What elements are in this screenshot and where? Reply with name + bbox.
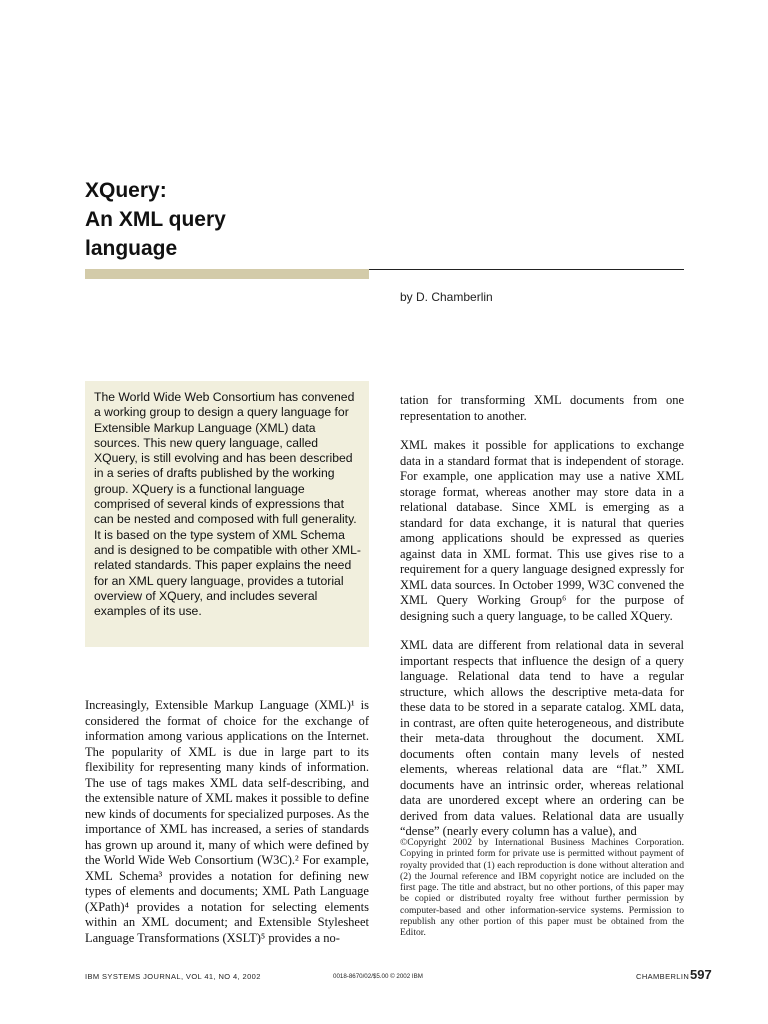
abstract-text: The World Wide Web Consortium has convened a working group to design a query language for Extensible Markup Language (XML) data sources. This new query language, called XQuery, is still evolving and has been described in a series of drafts published by the working group. XQuery is a functional language comprised of several kinds of expressions that can be nested and composed with full generality. It is based on the type system of XML Schema and is designed to be compatible with other XML-related standards. This paper explains the need for an XML query language, provides a tutorial overview of XQuery, and includes several examples of its use.: [94, 390, 361, 619]
body-paragraph-right-3: XML data are different from relational data in several important respects that influence the design of a query language. Relational data tend to have a regular structure, which allows the descriptive meta-data for these data to be stored in a separate catalog. XML data, in contrast, are often quite heterogeneous, and distribute their meta-data throughout the document. XML documents often contain many levels of nested elements, whereas relational data are “flat.” XML documents have an intrinsic order, whereas relational data are unordered except where an ordering can be derived from data values. Relational data are usually “dense” (nearly every column has a value), and: [400, 638, 684, 838]
footer-journal: IBM SYSTEMS JOURNAL, VOL 41, NO 4, 2002: [85, 972, 261, 981]
right-column: [400, 393, 684, 854]
title-line-1: XQuery:: [85, 179, 167, 202]
abstract-box: [85, 381, 369, 647]
title-divider: [369, 269, 684, 270]
author-byline: by D. Chamberlin: [400, 290, 493, 304]
page-number: 597: [690, 967, 712, 982]
footer-author: CHAMBERLIN: [636, 972, 690, 981]
copyright-notice: ©Copyright 2002 by International Business Machines Corporation. Copying in printed form for private use is permitted without payment of royalty provided that (1) each reproduction is done without alteration and (2) the Journal reference and IBM copyright notice are included on the first page. The title and abstract, but no other portions, of this paper may be copied or distributed royalty free without further permission by computer-based and other information-service systems. Permission to republish any other portion of this paper must be obtained from the Editor.: [400, 837, 684, 939]
article-title: [85, 176, 385, 263]
body-paragraph-right-1: tation for transforming XML documents from one representation to another.: [400, 393, 684, 423]
left-column: [85, 698, 369, 960]
footer-code: 0018-8670/02/$5.00 © 2002 IBM: [333, 973, 423, 980]
title-line-3: language: [85, 237, 178, 260]
title-line-2: An XML query: [85, 208, 226, 231]
body-paragraph-right-2: XML makes it possible for applications to exchange data in a standard format that is independent of storage. For example, one application may use a native XML storage format, whereas another may store data in a relational database. Since XML is emerging as a standard for data exchange, it is natural that queries among applications should be expressed as queries against data in XML format. This use gives rise to a requirement for a query language designed expressly for XML data sources. In October 1999, W3C convened the XML Query Working Group⁶ for the purpose of designing such a query language, to be called XQuery.: [400, 438, 684, 623]
body-paragraph-left: Increasingly, Extensible Markup Language (XML)¹ is considered the format of choice for the exchange of information among various applications on the Internet. The popularity of XML is due in large part to its flexibility for representing many kinds of information. The use of tags makes XML data self-describing, and the extensible nature of XML makes it possible to define new kinds of documents for specialized purposes. As the importance of XML has increased, a series of standards has grown up around it, many of which were defined by the World Wide Web Consortium (W3C).² For example, XML Schema³ provides a notation for defining new types of elements and documents; XML Path Language (XPath)⁴ provides a notation for selecting elements within an XML document; and Extensible Stylesheet Language Transformations (XSLT)⁵ provides a no-: [85, 698, 369, 945]
title-accent-bar: [85, 269, 369, 279]
